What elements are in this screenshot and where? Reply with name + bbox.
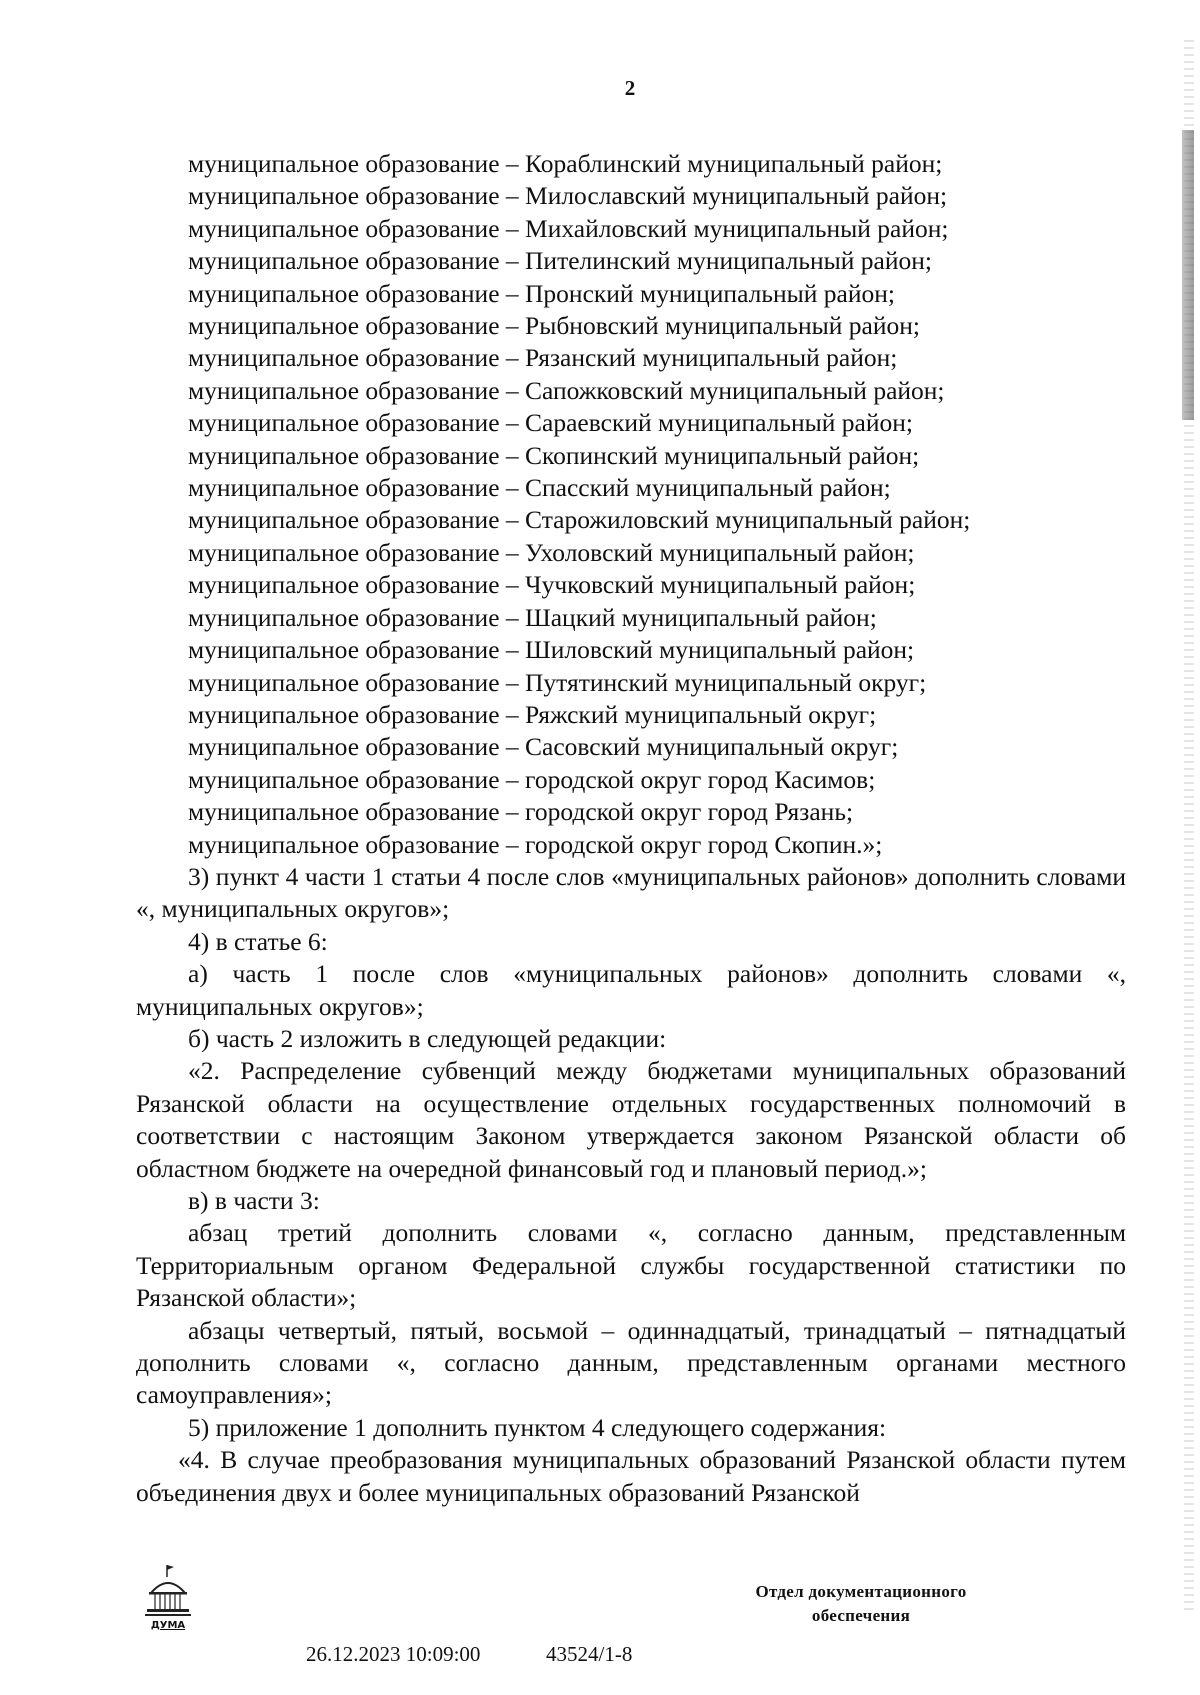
department-stamp (720, 1580, 1002, 1628)
list-item: муниципальное образование – Рыбновский муниципальный район; (188, 311, 920, 341)
list-item: муниципальное образование – Шиловский муниципальный район; (188, 635, 915, 665)
list-item: муниципальное образование – Сапожковский муниципальный район; (188, 375, 945, 405)
list-item: муниципальное образование – Кораблинский муниципальный район; (188, 149, 943, 178)
list-item: муниципальное образование – Скопинский муниципальный район; (188, 440, 920, 470)
list-item: муниципальное образование – Рязанский муниципальный район; (188, 343, 898, 373)
registration-number: 43524/1-8 (546, 1642, 633, 1666)
duma-building-logo-icon (143, 1563, 193, 1621)
list-item: муниципальное образование – Пронский муниципальный район; (188, 278, 895, 308)
department-line-1: Отдел документационного (755, 1582, 967, 1601)
list-item: муниципальное образование – городской округ город Рязань; (188, 797, 854, 827)
list-item: муниципальное образование – Старожиловский муниципальный район; (188, 505, 971, 535)
list-item: муниципальное образование – Ряжский муниципальный округ; (188, 699, 877, 729)
paragraph-subitem-a: а) часть 1 после слов «муниципальных районов» дополнить словами «, муниципальных округов»; (136, 959, 1126, 1021)
logo-text: ДУМА (150, 1620, 186, 1631)
page-number: 2 (624, 76, 636, 100)
paragraph-item-4: 4) в статье 6: (188, 926, 328, 956)
list-item: муниципальное образование – Пителинский муниципальный район; (188, 246, 932, 276)
list-item: муниципальное образование – Сараевский муниципальный район; (188, 408, 914, 438)
list-item: муниципальное образование – Ухоловский муниципальный район; (188, 537, 915, 567)
list-item: муниципальное образование – Милославский муниципальный район; (188, 181, 948, 211)
paragraph-subitem-v: в) в части 3: (188, 1186, 320, 1215)
list-item: муниципальное образование – Чучковский муниципальный район; (188, 570, 916, 600)
paragraph-quoted-item-4: «4. В случае преобразования муниципальных образований Рязанской области путем объединения двух и более муниципальных образований Рязанской (136, 1445, 1126, 1507)
paragraph-item-5: 5) приложение 1 дополнить пунктом 4 следующего содержания: (188, 1412, 887, 1442)
document-body (136, 148, 1126, 1509)
list-item: муниципальное образование – городской округ город Скопин.»; (188, 829, 883, 859)
department-line-2: обеспечения (811, 1606, 911, 1625)
registration-datetime: 26.12.2023 10:09:00 (306, 1642, 481, 1666)
list-item: муниципальное образование – Михайловский муниципальный район; (188, 213, 949, 243)
list-item: муниципальное образование – городской округ город Касимов; (188, 764, 876, 794)
paragraph-item-3: 3) пункт 4 части 1 статьи 4 после слов «муниципальных районов» дополнить словами «, муниципальных округов»; (136, 861, 1126, 924)
scan-edge-dark-bar (1182, 130, 1194, 420)
paragraph-quoted-part-2: «2. Распределение субвенций между бюджетами муниципальных образований Рязанской области на осуществление отдельных государственных полномочий в соответствии с настоящим Законом утверждается законом Рязанской области об областном бюджете на очередной финансовый год и плановый период.»; (136, 1056, 1126, 1183)
list-item: муниципальное образование – Шацкий муниципальный район; (188, 602, 877, 632)
list-item: муниципальное образование – Спасский муниципальный район; (188, 473, 891, 503)
paragraph-abzacy-list: абзацы четвертый, пятый, восьмой – одиннадцатый, тринадцатый – пятнадцатый дополнить словами «, согласно данным, представленным органами местного самоуправления»; (136, 1315, 1126, 1410)
list-item: муниципальное образование – Путятинский муниципальный округ; (188, 667, 927, 697)
paragraph-abzac-third: абзац третий дополнить словами «, согласно данным, представленным Территориальным органом Федеральной службы государственной статистики по Рязанской области»; (136, 1218, 1126, 1313)
paragraph-subitem-b: б) часть 2 изложить в следующей редакции: (188, 1023, 667, 1053)
list-item: муниципальное образование – Сасовский муниципальный округ; (188, 732, 899, 762)
